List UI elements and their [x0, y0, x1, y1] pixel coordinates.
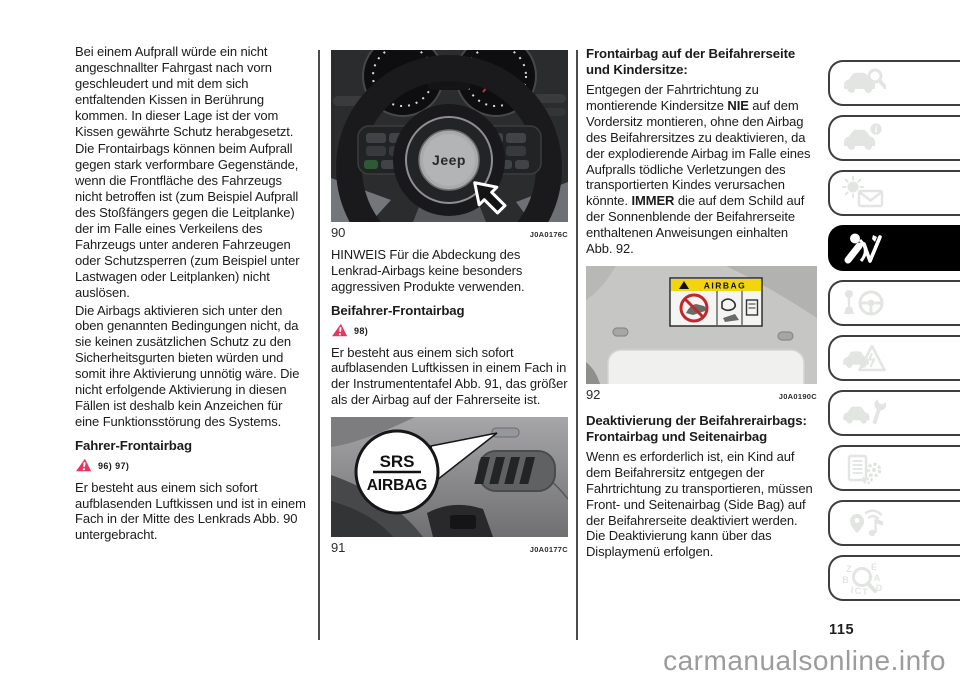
airbag-warning-label [670, 278, 762, 326]
alphabetical-index-icon [840, 561, 886, 595]
figure-caption [586, 387, 817, 405]
figure-caption [331, 540, 568, 558]
dashboard-photo [331, 417, 568, 537]
column-divider [576, 50, 578, 640]
section-heading-driver-airbag: Fahrer-Frontairbag [75, 437, 192, 453]
figure-steering-wheel [331, 50, 568, 243]
paragraph: Die Airbags aktivieren sich unter den oben genannten Bedingungen nicht, da sie keinen zusätzlichen Schutz zu den Sicherheitsgurten bieten würden und somit ihre Aktivierung unnötig wäre. Die nicht erfolgende Aktivierung in diesen Fällen ist deshalb kein Anzeichen für eine Funktionsstörung des Systems. [75, 302, 300, 429]
sidebar-tab-index[interactable] [828, 555, 960, 601]
sidebar-tab-starting-driving[interactable] [828, 280, 960, 326]
svg-text:Z: Z [846, 564, 852, 574]
airbag-callout-text: AIRBAG [366, 477, 428, 495]
figure-code: J0A0190C [778, 391, 817, 401]
car-magnifier-icon [840, 66, 886, 100]
page-number: 115 [829, 622, 855, 638]
car-warning-triangle-icon [840, 341, 886, 375]
column-divider [318, 50, 320, 640]
section-heading-child-seats: Frontairbag auf der Beifahrerseite und Kindersitze: [586, 46, 796, 77]
text-column-1 [75, 44, 308, 545]
sidebar-tab-multimedia[interactable] [828, 500, 960, 546]
sidebar-tab-technical-data[interactable] [828, 445, 960, 491]
sidebar-tab-safety[interactable] [828, 225, 960, 271]
sidebar-tab-emergency[interactable] [828, 335, 960, 381]
svg-text:A: A [873, 573, 881, 583]
paragraph: Bei einem Aufprall würde ein nicht angeschnallter Fahrgast nach vorn geschleudert und mit dem sich entfaltenden Kissen in Berührung kommen. In dieser Lage ist der vom Kissen gewährte Schutz herabgesetzt. [75, 44, 294, 139]
footnote-refs: 96) 97) [98, 460, 130, 471]
warning-reference-row [76, 458, 308, 474]
warning-triangle-icon [332, 323, 349, 337]
warning-light-envelope-icon [840, 176, 886, 210]
section-heading-passenger-airbag: Beifahrer-Frontairbag [331, 302, 465, 318]
figure-caption [331, 225, 568, 243]
paragraph: Er besteht aus einem sich sofort aufblasenden Luftkissen in einem Fach in der Instrumententafel Abb. 91, das größer als der Airbag auf der Fahrerseite ist. [331, 344, 568, 408]
figure-number: 90 [331, 225, 346, 240]
paragraph: Er besteht aus einem sich sofort aufblasenden Luftkissen und ist in einem Fach in der Mitte des Lenkrads Abb. 90 untergebracht. [75, 479, 306, 543]
figure-number: 91 [331, 540, 346, 556]
sidebar-tab-dashboard-info[interactable] [828, 115, 960, 161]
occupant-safety-icon [840, 231, 886, 265]
svg-text:D: D [875, 583, 883, 593]
steering-wheel-photo [331, 50, 568, 222]
figure-code: J0A0177C [529, 545, 568, 555]
svg-text:E: E [870, 562, 878, 572]
gearshift-steering-icon [840, 286, 886, 320]
svg-text:i: i [874, 124, 878, 135]
sun-visor-photo [586, 266, 817, 384]
label-airbag-text: AIRBAG [703, 280, 747, 291]
figure-dashboard-airbag [331, 417, 568, 558]
figure-number: 92 [586, 386, 601, 402]
footnote-refs: 98) [354, 325, 369, 336]
svg-text:C: C [854, 586, 862, 595]
watermark-text: carmanualsonline.info [663, 645, 946, 676]
document-gears-icon [840, 451, 886, 485]
text-column-2 [331, 50, 568, 562]
paragraph: Die Frontairbags können beim Aufprall gegen stark verformbare Gegenstände, wenn die Frontfläche des Fahrzeugs nicht betroffen ist (zum Beispiel Aufprall des Stoßfängers gegen die Leitplanke) der im Falle eines Verkeilens des Fahrzeugs unter anderen Fahrzeugen oder Schutzsperren (zum Beispiel unter Lastwagen oder Leitplanken) nicht auslösen. [75, 141, 300, 300]
note-paragraph: HINWEIS Für die Abdeckung des Lenkrad-Airbags keine besonders aggressiven Produkte verwenden. [331, 246, 525, 294]
svg-text:B: B [842, 575, 849, 585]
warning-reference-row [332, 323, 568, 339]
car-info-icon [840, 121, 886, 155]
paragraph: Wenn es erforderlich ist, ein Kind auf dem Beifahrersitz entgegen der Fahrtrichtung zu transportieren, müssen Front- und Seitenairbag (Side Bag) auf der Beifahrerseite deaktiviert werden. Die Deaktivierung kann über das Displaymenü erfolgen. [586, 448, 813, 560]
svg-text:I: I [850, 585, 854, 595]
jeep-badge-text: Jeep [432, 152, 466, 168]
sidebar-tab-warning-lights[interactable] [828, 170, 960, 216]
sidebar-tab-maintenance[interactable] [828, 390, 960, 436]
text-column-3 [586, 46, 817, 562]
paragraph: Entgegen der Fahrtrichtung zu montierende Kindersitze NIE auf dem Vordersitz montieren, ohne den Airbag des Beifahrersitzes zu deaktivieren, da der explodierende Airbag im Falle eines Aufpralls tödliche Verletzungen des transportierten Kindes verursachen könnte. IMMER die auf dem Schild auf der Sonnenblende der Beifahrerseite enthaltenen Anweisungen einhalten Abb. 92. [586, 82, 811, 257]
multimedia-icon [840, 506, 886, 540]
warning-triangle-icon [76, 458, 93, 472]
svg-text:T: T [862, 587, 868, 595]
car-wrench-icon [840, 396, 886, 430]
figure-sun-visor-label [586, 266, 817, 405]
figure-code: J0A0176C [529, 230, 568, 239]
section-heading-deactivation: Deaktivierung der Beifahrerairbags: Frontairbag und Seitenairbag [586, 412, 807, 444]
srs-callout-text: SRS [379, 452, 415, 472]
sidebar-tab-vehicle-overview[interactable] [828, 60, 960, 106]
